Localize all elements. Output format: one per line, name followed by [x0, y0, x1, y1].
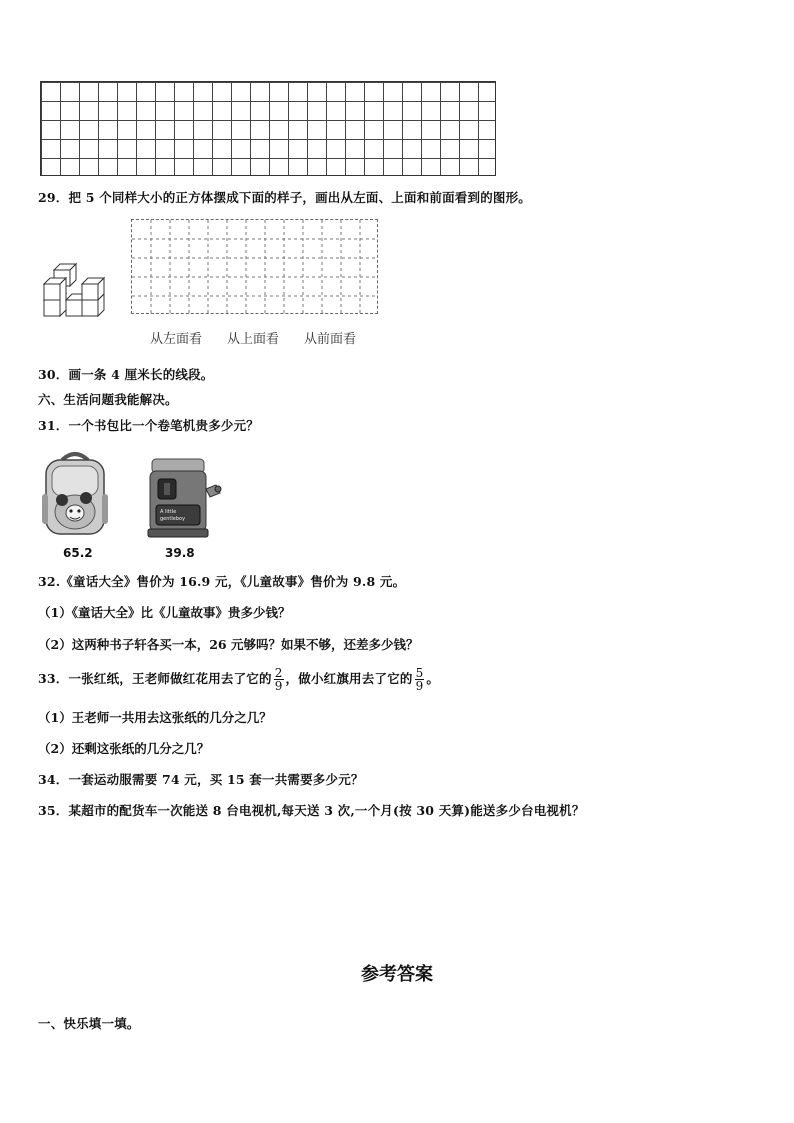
question-35: 35．某超市的配货车一次能送 8 台电视机,每天送 3 次,一个月(按 30 天算)能送多少台电视机？: [38, 803, 585, 818]
question-33-text-3: 。: [426, 671, 440, 686]
sharpener-price: 39.8: [165, 546, 195, 560]
question-32-part-1: （1）《童话大全》比《儿童故事》贵多少钱？: [38, 605, 291, 620]
question-33-text-1: 33．一张红纸，王老师做红花用去了它的: [38, 671, 272, 686]
view-label-left: 从左面看: [150, 332, 203, 347]
question-32: 32.《童话大全》售价为 16.9 元，《儿童故事》售价为 9.8 元。: [38, 574, 406, 589]
question-33-text-2: ，做小红旗用去了它的: [285, 671, 413, 686]
drawing-grid: [40, 81, 496, 176]
fraction-two-ninths: [274, 667, 284, 692]
svg-text:gentleboy: gentleboy: [160, 516, 186, 522]
backpack-image: [40, 450, 110, 538]
question-33: [38, 664, 439, 694]
fraction-denominator: 9: [274, 679, 283, 693]
answer-section-1-heading: 一、快乐填一填。: [38, 1016, 140, 1031]
question-34: 34．一套运动服需要 74 元，买 15 套一共需要多少元？: [38, 772, 364, 787]
svg-text:A little: A little: [160, 509, 177, 515]
question-33-part-2: （2）还剩这张纸的几分之几？: [38, 741, 210, 756]
fraction-numerator: 2: [274, 666, 283, 680]
fraction-denominator: 9: [415, 679, 424, 693]
section-6-heading: 六、生活问题我能解决。: [38, 392, 178, 407]
question-31: 31．一个书包比一个卷笔机贵多少元？: [38, 418, 259, 433]
question-33-part-1: （1）王老师一共用去这张纸的几分之几？: [38, 710, 272, 725]
fraction-five-ninths: [415, 667, 425, 692]
fraction-numerator: 5: [415, 666, 424, 680]
pencil-sharpener-image: [144, 455, 224, 539]
backpack-price: 65.2: [63, 546, 93, 560]
question-30: 30．画一条 4 厘米长的线段。: [38, 367, 214, 382]
view-label-front: 从前面看: [304, 332, 357, 347]
dashed-drawing-grid: [131, 219, 378, 314]
answer-key-title: 参考答案: [361, 964, 433, 985]
question-29: 29．把 5 个同样大小的正方体摆成下面的样子，画出从左面、上面和前面看到的图形。: [38, 190, 531, 205]
view-label-top: 从上面看: [227, 332, 280, 347]
cubes-figure: [40, 262, 120, 318]
question-32-part-2: （2）这两种书子轩各买一本，26 元够吗？如果不够，还差多少钱？: [38, 637, 419, 652]
